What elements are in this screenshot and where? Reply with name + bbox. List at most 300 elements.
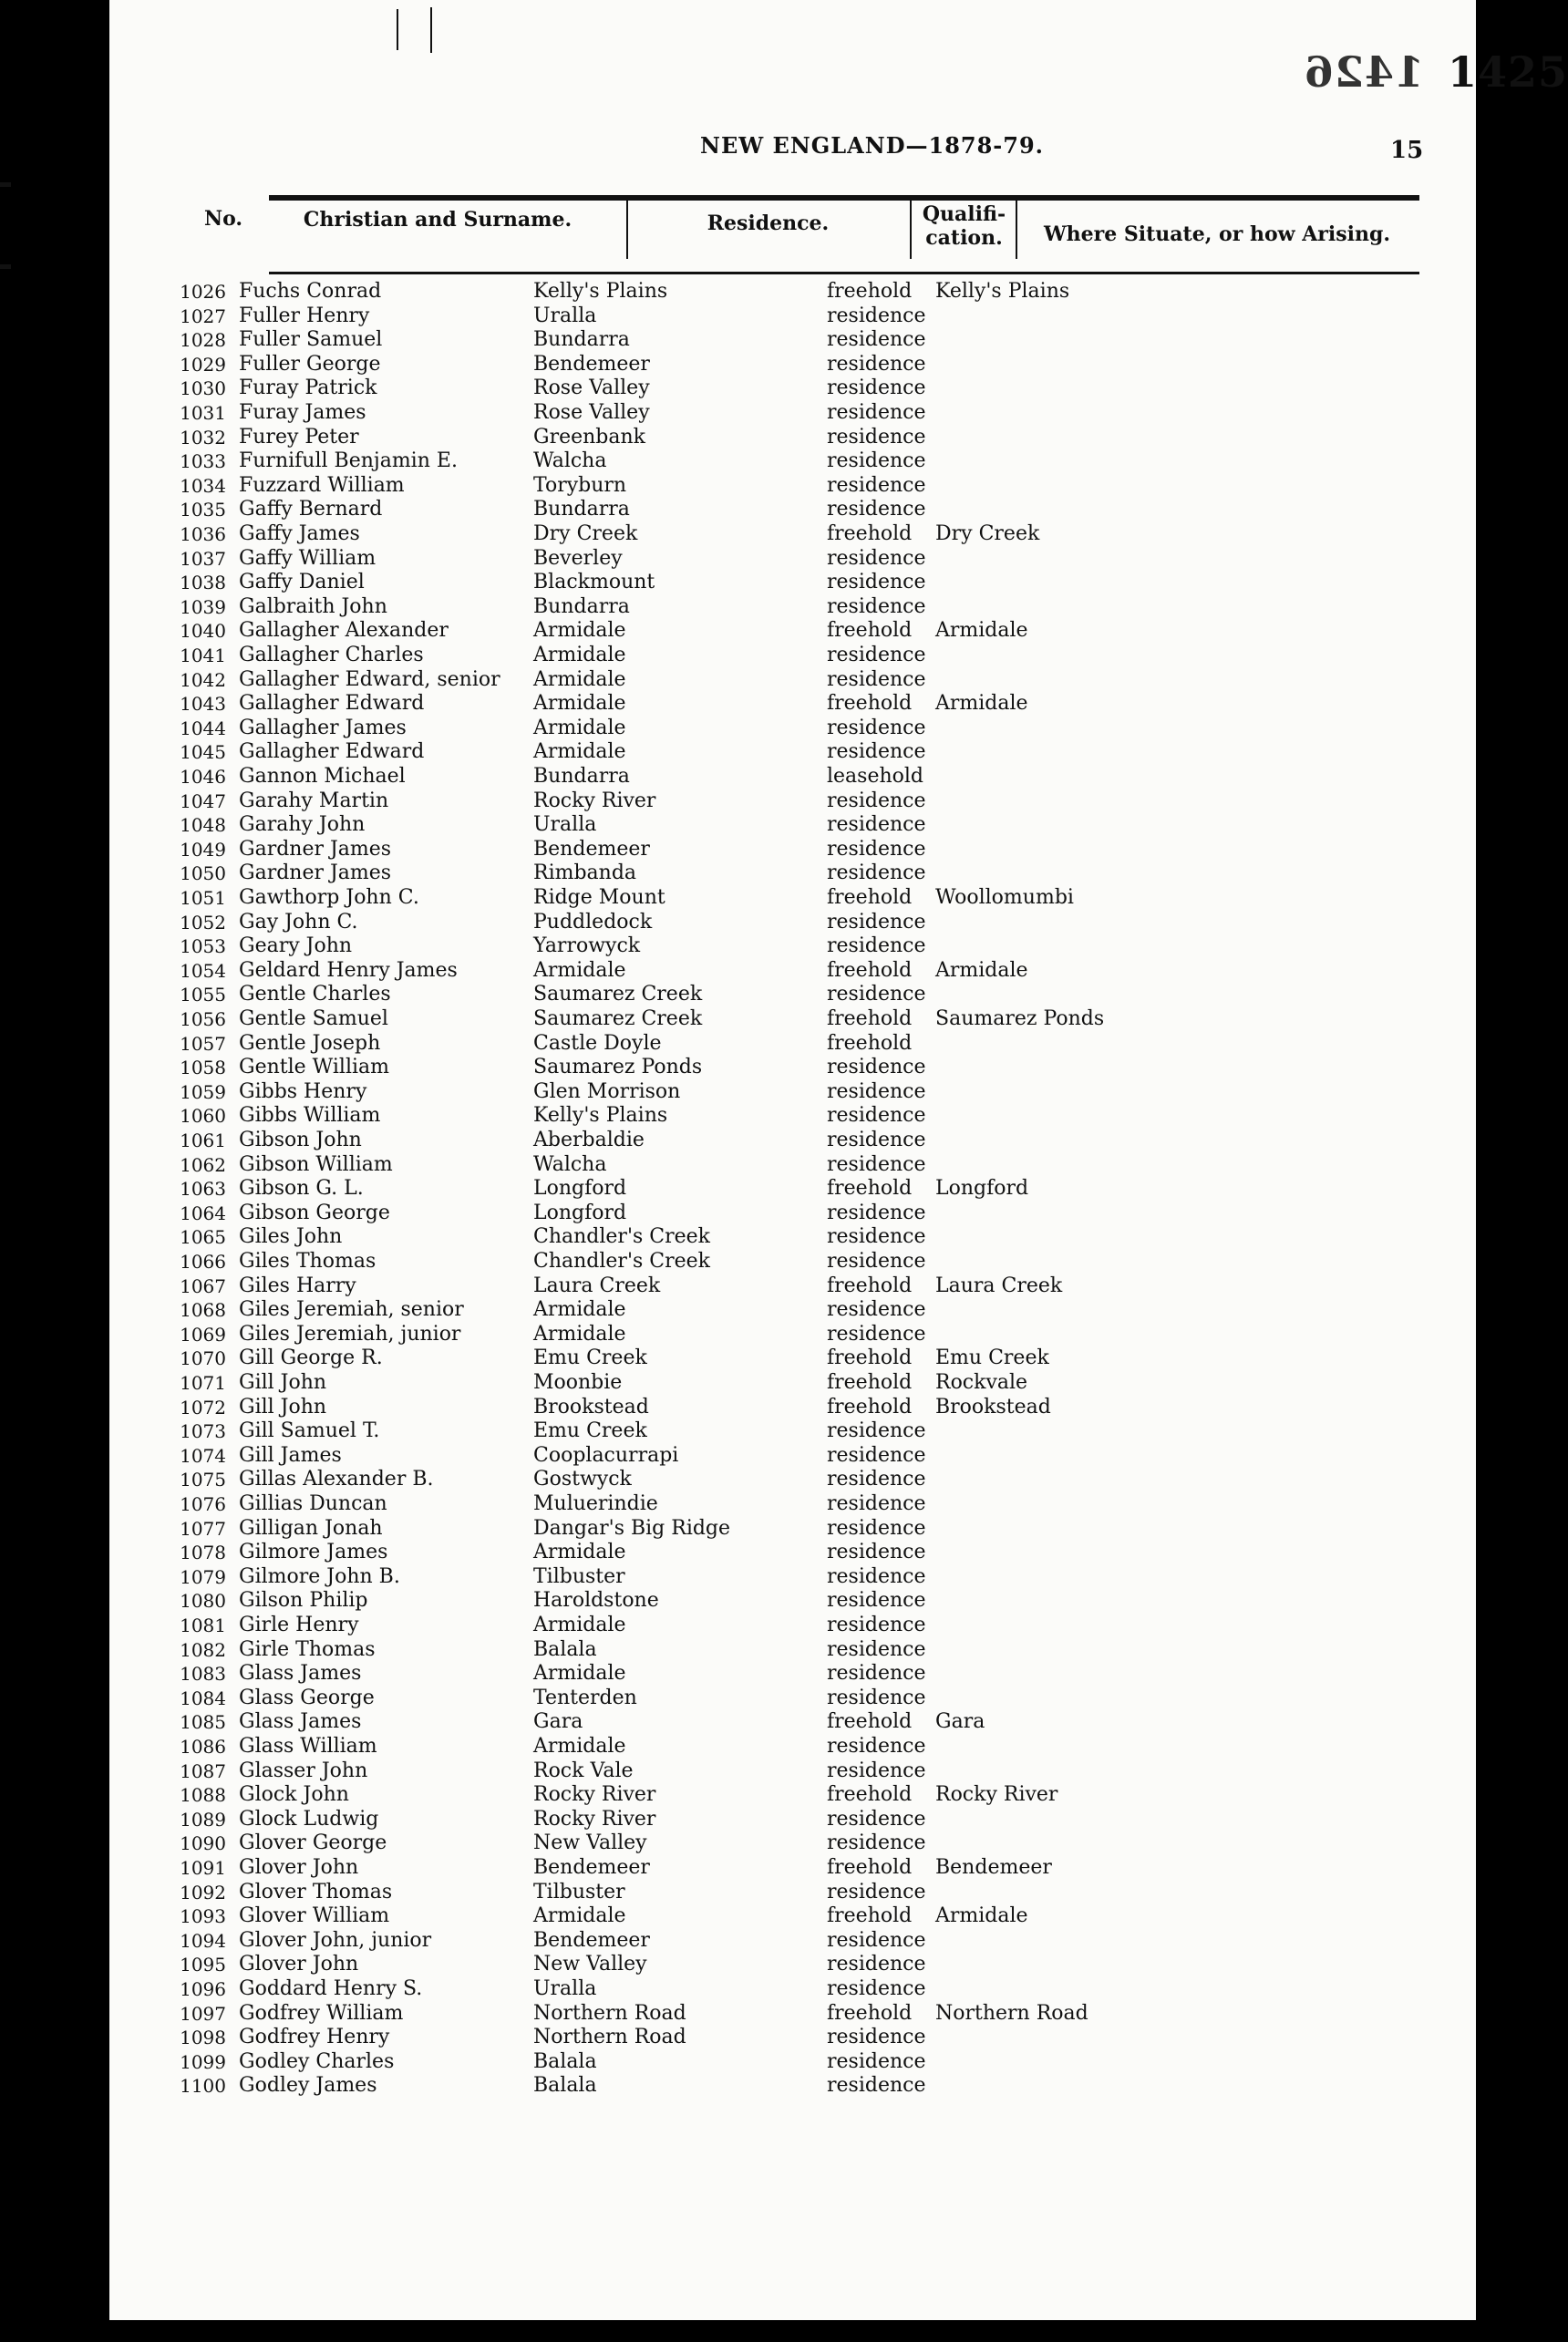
table-row [109, 1541, 1386, 1564]
elector-name: Godfrey Henry [239, 2026, 390, 2048]
entry-number: 1057 [180, 1033, 226, 1055]
table-row [109, 449, 1386, 473]
elector-name: Gaffy William [239, 547, 377, 570]
elector-name: Glass James [239, 1710, 362, 1733]
table-row [109, 1881, 1386, 1904]
table-row [109, 740, 1386, 764]
table-row [109, 547, 1386, 571]
entry-number: 1079 [180, 1566, 226, 1588]
entry-number: 1046 [180, 766, 226, 788]
entry-number: 1050 [180, 862, 226, 884]
elector-name: Gill James [239, 1444, 342, 1467]
residence-cell: Moonbie [533, 1371, 623, 1394]
elector-name: Gillas Alexander B. [239, 1468, 434, 1491]
elector-name: Glover John, junior [239, 1929, 432, 1952]
entry-number: 1058 [180, 1057, 226, 1078]
elector-name: Gibson G. L. [239, 1177, 364, 1200]
qualification-cell: residence [827, 740, 926, 763]
qualification-cell: residence [827, 595, 926, 618]
situation-cell: Rocky River [935, 1783, 1058, 1806]
elector-name: Gay John C. [239, 911, 358, 934]
situation-cell: Rockvale [935, 1371, 1028, 1394]
residence-cell: Armidale [533, 1904, 626, 1927]
qualification-cell: residence [827, 911, 926, 934]
entry-number: 1052 [180, 912, 226, 934]
residence-cell: Armidale [533, 740, 626, 763]
entry-number: 1042 [180, 669, 226, 691]
qualification-cell: residence [827, 401, 926, 424]
qualification-cell: residence [827, 1468, 926, 1491]
elector-name: Goddard Henry S. [239, 1977, 423, 2000]
elector-name: Fuller George [239, 353, 381, 376]
entry-number: 1028 [180, 329, 226, 351]
table-row [109, 2050, 1386, 2074]
elector-name: Giles John [239, 1225, 343, 1248]
residence-cell: Toryburn [533, 474, 627, 497]
residence-cell: Muluеrindie [533, 1492, 658, 1515]
table-row [109, 644, 1386, 667]
qualification-cell: residence [827, 644, 926, 666]
qualification-cell: residence [827, 426, 926, 449]
situation-cell: Gara [935, 1710, 985, 1733]
qualification-cell: residence [827, 1202, 926, 1224]
entry-number: 1100 [180, 2075, 226, 2097]
table-row [109, 1808, 1386, 1831]
elector-name: Gibbs Henry [239, 1080, 367, 1103]
qualification-cell: residence [827, 1735, 926, 1758]
qualification-cell: residence [827, 1298, 926, 1321]
entry-number: 1037 [180, 548, 226, 570]
elector-name: Gallagher Alexander [239, 619, 449, 642]
qualification-cell: residence [827, 1080, 926, 1103]
residence-cell: Tilbuster [533, 1881, 625, 1904]
table-row [109, 1419, 1386, 1443]
entry-number: 1091 [180, 1857, 226, 1879]
table-row [109, 838, 1386, 861]
table-row [109, 353, 1386, 377]
entry-number: 1026 [180, 281, 226, 303]
residence-cell: Laura Creek [533, 1274, 661, 1297]
elector-name: Godley Charles [239, 2050, 395, 2073]
elector-name: Godfrey William [239, 2002, 404, 2025]
residence-cell: Balala [533, 2050, 597, 2073]
elector-name: Girle Thomas [239, 1638, 376, 1661]
entry-number: 1081 [180, 1615, 226, 1636]
qualification-cell: residence [827, 789, 926, 812]
qualification-cell: residence [827, 1517, 926, 1540]
qualification-cell: freehold [827, 886, 913, 909]
qualification-cell: freehold [827, 619, 913, 642]
residence-cell: Tenterden [533, 1687, 637, 1709]
entry-number: 1036 [180, 523, 226, 545]
table-row [109, 1153, 1386, 1177]
table-row [109, 1831, 1386, 1855]
entry-number: 1045 [180, 741, 226, 763]
table-row [109, 765, 1386, 789]
entry-number: 1070 [180, 1347, 226, 1369]
elector-name: Glass George [239, 1687, 375, 1709]
entry-number: 1069 [180, 1324, 226, 1346]
qualification-cell: residence [827, 1056, 926, 1078]
elector-name: Glover John [239, 1953, 359, 1976]
entry-number: 1064 [180, 1202, 226, 1224]
table-row [109, 1759, 1386, 1783]
entry-number: 1085 [180, 1711, 226, 1733]
elector-name: Gardner James [239, 861, 392, 884]
entry-number: 1099 [180, 2051, 226, 2073]
elector-name: Gillias Duncan [239, 1492, 387, 1515]
table-row [109, 1977, 1386, 2001]
table-row [109, 1396, 1386, 1419]
qualification-cell: residence [827, 1881, 926, 1904]
qualification-cell: residence [827, 1419, 926, 1442]
table-row [109, 2074, 1386, 2098]
entry-number: 1066 [180, 1251, 226, 1273]
elector-name: Glover George [239, 1831, 387, 1854]
entry-number: 1082 [180, 1639, 226, 1661]
entry-number: 1038 [180, 572, 226, 593]
qualification-cell: residence [827, 1541, 926, 1563]
document-page [109, 0, 1568, 2320]
entry-number: 1053 [180, 935, 226, 957]
elector-name: Galbraith John [239, 595, 387, 618]
entry-number: 1065 [180, 1226, 226, 1248]
elector-name: Gaffy Daniel [239, 571, 365, 593]
qualification-cell: freehold [827, 1710, 913, 1733]
residence-cell: Bundarra [533, 328, 630, 351]
residence-cell: Rocky River [533, 1808, 656, 1831]
elector-name: Gilligan Jonah [239, 1517, 383, 1540]
entry-number: 1034 [180, 475, 226, 497]
elector-name: Gallagher Edward, senior [239, 668, 500, 691]
elector-name: Fuller Henry [239, 304, 370, 327]
entry-number: 1060 [180, 1105, 226, 1127]
qualification-cell: residence [827, 983, 926, 1006]
entry-number: 1093 [180, 1905, 226, 1927]
situation-cell: Northern Road [935, 2002, 1088, 2025]
entry-number: 1095 [180, 1954, 226, 1976]
elector-name: Gill John [239, 1371, 327, 1394]
elector-name: Fuchs Conrad [239, 280, 382, 303]
residence-cell: Kelly's Plains [533, 1104, 668, 1127]
elector-name: Gentle Joseph [239, 1032, 381, 1055]
entry-number: 1049 [180, 839, 226, 861]
table-row [109, 1274, 1386, 1298]
residence-cell: Tilbuster [533, 1565, 625, 1588]
elector-name: Gallagher Edward [239, 692, 425, 715]
qualification-cell: residence [827, 838, 926, 861]
elector-name: Gallagher Edward [239, 740, 425, 763]
table-row [109, 1783, 1386, 1807]
table-row [109, 474, 1386, 498]
entry-number: 1088 [180, 1784, 226, 1806]
residence-cell: Haroldstone [533, 1589, 659, 1612]
residence-cell: Glen Morrison [533, 1080, 681, 1103]
elector-name: Glasser John [239, 1759, 368, 1782]
qualification-cell: residence [827, 1444, 926, 1467]
elector-name: Gallagher James [239, 717, 407, 739]
table-row [109, 401, 1386, 425]
qualification-cell: freehold [827, 1396, 913, 1419]
residence-cell: Walcha [533, 449, 607, 472]
qualification-cell: residence [827, 813, 926, 836]
residence-cell: Balala [533, 1638, 597, 1661]
entry-number: 1097 [180, 2003, 226, 2025]
qualification-cell: freehold [827, 1032, 913, 1055]
table-row [109, 1638, 1386, 1662]
residence-cell: Uralla [533, 813, 597, 836]
entry-number: 1055 [180, 984, 226, 1006]
residence-cell: Greenbank [533, 426, 645, 449]
table-row [109, 1710, 1386, 1734]
table-row [109, 813, 1386, 837]
entry-number: 1071 [180, 1372, 226, 1394]
residence-cell: Rose Valley [533, 401, 650, 424]
qualification-cell: freehold [827, 1007, 913, 1030]
residence-cell: Armidale [533, 1323, 626, 1346]
header-where: Where Situate, or how Arising. [1043, 222, 1391, 246]
qualification-cell: residence [827, 2050, 926, 2073]
qualification-cell: residence [827, 1687, 926, 1709]
table-row [109, 377, 1386, 400]
entry-number: 1074 [180, 1445, 226, 1467]
entry-number: 1051 [180, 887, 226, 909]
qualification-cell: residence [827, 1565, 926, 1588]
situation-cell: Kelly's Plains [935, 280, 1070, 303]
situation-cell: Armidale [935, 959, 1028, 982]
situation-cell: Armidale [935, 1904, 1028, 1927]
table-row [109, 1929, 1386, 1953]
qualification-cell: freehold [827, 1346, 913, 1369]
qualification-cell: leasehold [827, 765, 924, 788]
binding-mark [0, 264, 11, 269]
entry-number: 1087 [180, 1760, 226, 1782]
table-row [109, 886, 1386, 910]
entry-number: 1073 [180, 1420, 226, 1442]
qualification-cell: residence [827, 449, 926, 472]
situation-cell: Laura Creek [935, 1274, 1063, 1297]
entry-number: 1086 [180, 1736, 226, 1758]
table-row [109, 861, 1386, 885]
table-row [109, 498, 1386, 521]
table-row [109, 1007, 1386, 1031]
qualification-cell: residence [827, 547, 926, 570]
residence-cell: Chandler's Creek [533, 1250, 710, 1273]
entry-number: 1030 [180, 377, 226, 399]
qualification-cell: freehold [827, 1177, 913, 1200]
elector-name: Furey Peter [239, 426, 359, 449]
residence-cell: Armidale [533, 668, 626, 691]
situation-cell: Longford [935, 1177, 1029, 1200]
entry-number: 1062 [180, 1154, 226, 1176]
table-row [109, 934, 1386, 958]
elector-name: Gibson William [239, 1153, 393, 1176]
elector-name: Gaffy James [239, 522, 360, 545]
qualification-cell: residence [827, 1759, 926, 1782]
table-row [109, 328, 1386, 352]
entry-number: 1048 [180, 814, 226, 836]
qualification-cell: residence [827, 2026, 926, 2048]
qualification-cell: residence [827, 498, 926, 521]
residence-cell: Rose Valley [533, 377, 650, 399]
situation-cell: Bendemeer [935, 1856, 1052, 1879]
binding-mark [430, 7, 432, 53]
qualification-cell: residence [827, 353, 926, 376]
residence-cell: Rimbanda [533, 861, 637, 884]
entry-number: 1054 [180, 960, 226, 982]
residence-cell: Armidale [533, 644, 626, 666]
residence-cell: Armidale [533, 1614, 626, 1636]
table-row [109, 595, 1386, 619]
qualification-cell: residence [827, 1662, 926, 1685]
residence-cell: Gostwyck [533, 1468, 632, 1491]
qualification-cell: freehold [827, 1274, 913, 1297]
residence-cell: Gara [533, 1710, 583, 1733]
residence-cell: Dangar's Big Ridge [533, 1517, 731, 1540]
elector-name: Gardner James [239, 838, 392, 861]
table-row [109, 692, 1386, 716]
residence-cell: Armidale [533, 717, 626, 739]
table-row [109, 1202, 1386, 1225]
elector-name: Glass William [239, 1735, 377, 1758]
entry-number: 1043 [180, 693, 226, 715]
qualification-cell: freehold [827, 2002, 913, 2025]
entry-number: 1077 [180, 1518, 226, 1540]
entry-number: 1031 [180, 402, 226, 424]
entry-number: 1072 [180, 1397, 226, 1419]
elector-name: Furay James [239, 401, 366, 424]
entry-number: 1029 [180, 354, 226, 376]
residence-cell: Bendemeer [533, 353, 650, 376]
table-row [109, 1129, 1386, 1152]
residence-cell: Dry Creek [533, 522, 638, 545]
table-row [109, 1298, 1386, 1322]
table-row [109, 668, 1386, 692]
table-row [109, 1953, 1386, 1976]
table-row [109, 522, 1386, 546]
elector-name: Gawthorp John C. [239, 886, 419, 909]
qualification-cell: freehold [827, 1856, 913, 1879]
elector-name: Giles Thomas [239, 1250, 377, 1273]
residence-cell: Brookstead [533, 1396, 649, 1419]
elector-name: Giles Jeremiah, junior [239, 1323, 461, 1346]
elector-name: Gibson George [239, 1202, 390, 1224]
entry-number: 1098 [180, 2027, 226, 2048]
table-row [109, 1104, 1386, 1128]
table-row [109, 983, 1386, 1006]
qualification-cell: residence [827, 1492, 926, 1515]
residence-cell: Walcha [533, 1153, 607, 1176]
elector-name: Fuzzard William [239, 474, 405, 497]
table-row [109, 1032, 1386, 1056]
residence-cell: Balala [533, 2074, 597, 2097]
table-row [109, 1444, 1386, 1468]
residence-cell: Northern Road [533, 2026, 686, 2048]
residence-cell: Saumarez Ponds [533, 1056, 703, 1078]
table-row [109, 280, 1386, 304]
entry-number: 1063 [180, 1178, 226, 1200]
residence-cell: Beverley [533, 547, 623, 570]
residence-cell: Armidale [533, 1662, 626, 1685]
binding-mark [397, 9, 398, 50]
entry-number: 1089 [180, 1809, 226, 1831]
column-divider [910, 195, 912, 259]
elector-name: Gill John [239, 1396, 327, 1419]
entry-number: 1078 [180, 1542, 226, 1563]
table-row [109, 1177, 1386, 1201]
elector-name: Geldard Henry James [239, 959, 458, 982]
running-head: NEW ENGLAND—1878-79. [700, 132, 1045, 159]
entry-number: 1039 [180, 596, 226, 618]
situation-cell: Woollomumbi [935, 886, 1074, 909]
situation-cell: Brookstead [935, 1396, 1051, 1419]
residence-cell: Rock Vale [533, 1759, 634, 1782]
elector-name: Glock John [239, 1783, 349, 1806]
table-row [109, 571, 1386, 594]
residence-cell: Armidale [533, 619, 626, 642]
page-number: 15 [1390, 137, 1424, 164]
residence-cell: Blackmount [533, 571, 655, 593]
table-row [109, 1565, 1386, 1589]
elector-name: Gentle William [239, 1056, 389, 1078]
header-rule-top [269, 195, 1419, 201]
table-row [109, 1735, 1386, 1759]
qualification-cell: residence [827, 1153, 926, 1176]
residence-cell: Armidale [533, 1298, 626, 1321]
situation-cell: Dry Creek [935, 522, 1040, 545]
qualification-cell: residence [827, 934, 926, 957]
table-row [109, 1517, 1386, 1541]
header-name: Christian and Surname. [303, 208, 573, 232]
qualification-cell: residence [827, 1129, 926, 1151]
table-row [109, 304, 1386, 328]
elector-name: Gannon Michael [239, 765, 406, 788]
entry-number: 1094 [180, 1930, 226, 1952]
elector-name: Girle Henry [239, 1614, 359, 1636]
entry-number: 1080 [180, 1590, 226, 1612]
table-row [109, 1371, 1386, 1395]
residence-cell: New Valley [533, 1831, 647, 1854]
residence-cell: Bundarra [533, 595, 630, 618]
header-no: No. [203, 207, 243, 231]
table-row [109, 1346, 1386, 1370]
residence-cell: Armidale [533, 1735, 626, 1758]
residence-cell: Chandler's Creek [533, 1225, 710, 1248]
residence-cell: Armidale [533, 692, 626, 715]
entry-number: 1084 [180, 1687, 226, 1709]
page-stamp: 1425 [1448, 47, 1568, 97]
qualification-cell: residence [827, 304, 926, 327]
elector-name: Furnifull Benjamin E. [239, 449, 458, 472]
qualification-cell: residence [827, 2074, 926, 2097]
qualification-cell: residence [827, 1638, 926, 1661]
entry-number: 1032 [180, 427, 226, 449]
elector-name: Glover Thomas [239, 1881, 393, 1904]
qualification-cell: residence [827, 1589, 926, 1612]
qualification-cell: residence [827, 1614, 926, 1636]
elector-name: Gibson John [239, 1129, 362, 1151]
table-row [109, 2026, 1386, 2049]
entry-number: 1061 [180, 1130, 226, 1151]
residence-cell: Armidale [533, 959, 626, 982]
residence-cell: Bundarra [533, 765, 630, 788]
entry-number: 1044 [180, 717, 226, 739]
header-residence: Residence. [707, 212, 830, 235]
qualification-cell: freehold [827, 280, 913, 303]
residence-cell: Rocky River [533, 1783, 656, 1806]
qualification-cell: residence [827, 1250, 926, 1273]
table-row [109, 1589, 1386, 1613]
